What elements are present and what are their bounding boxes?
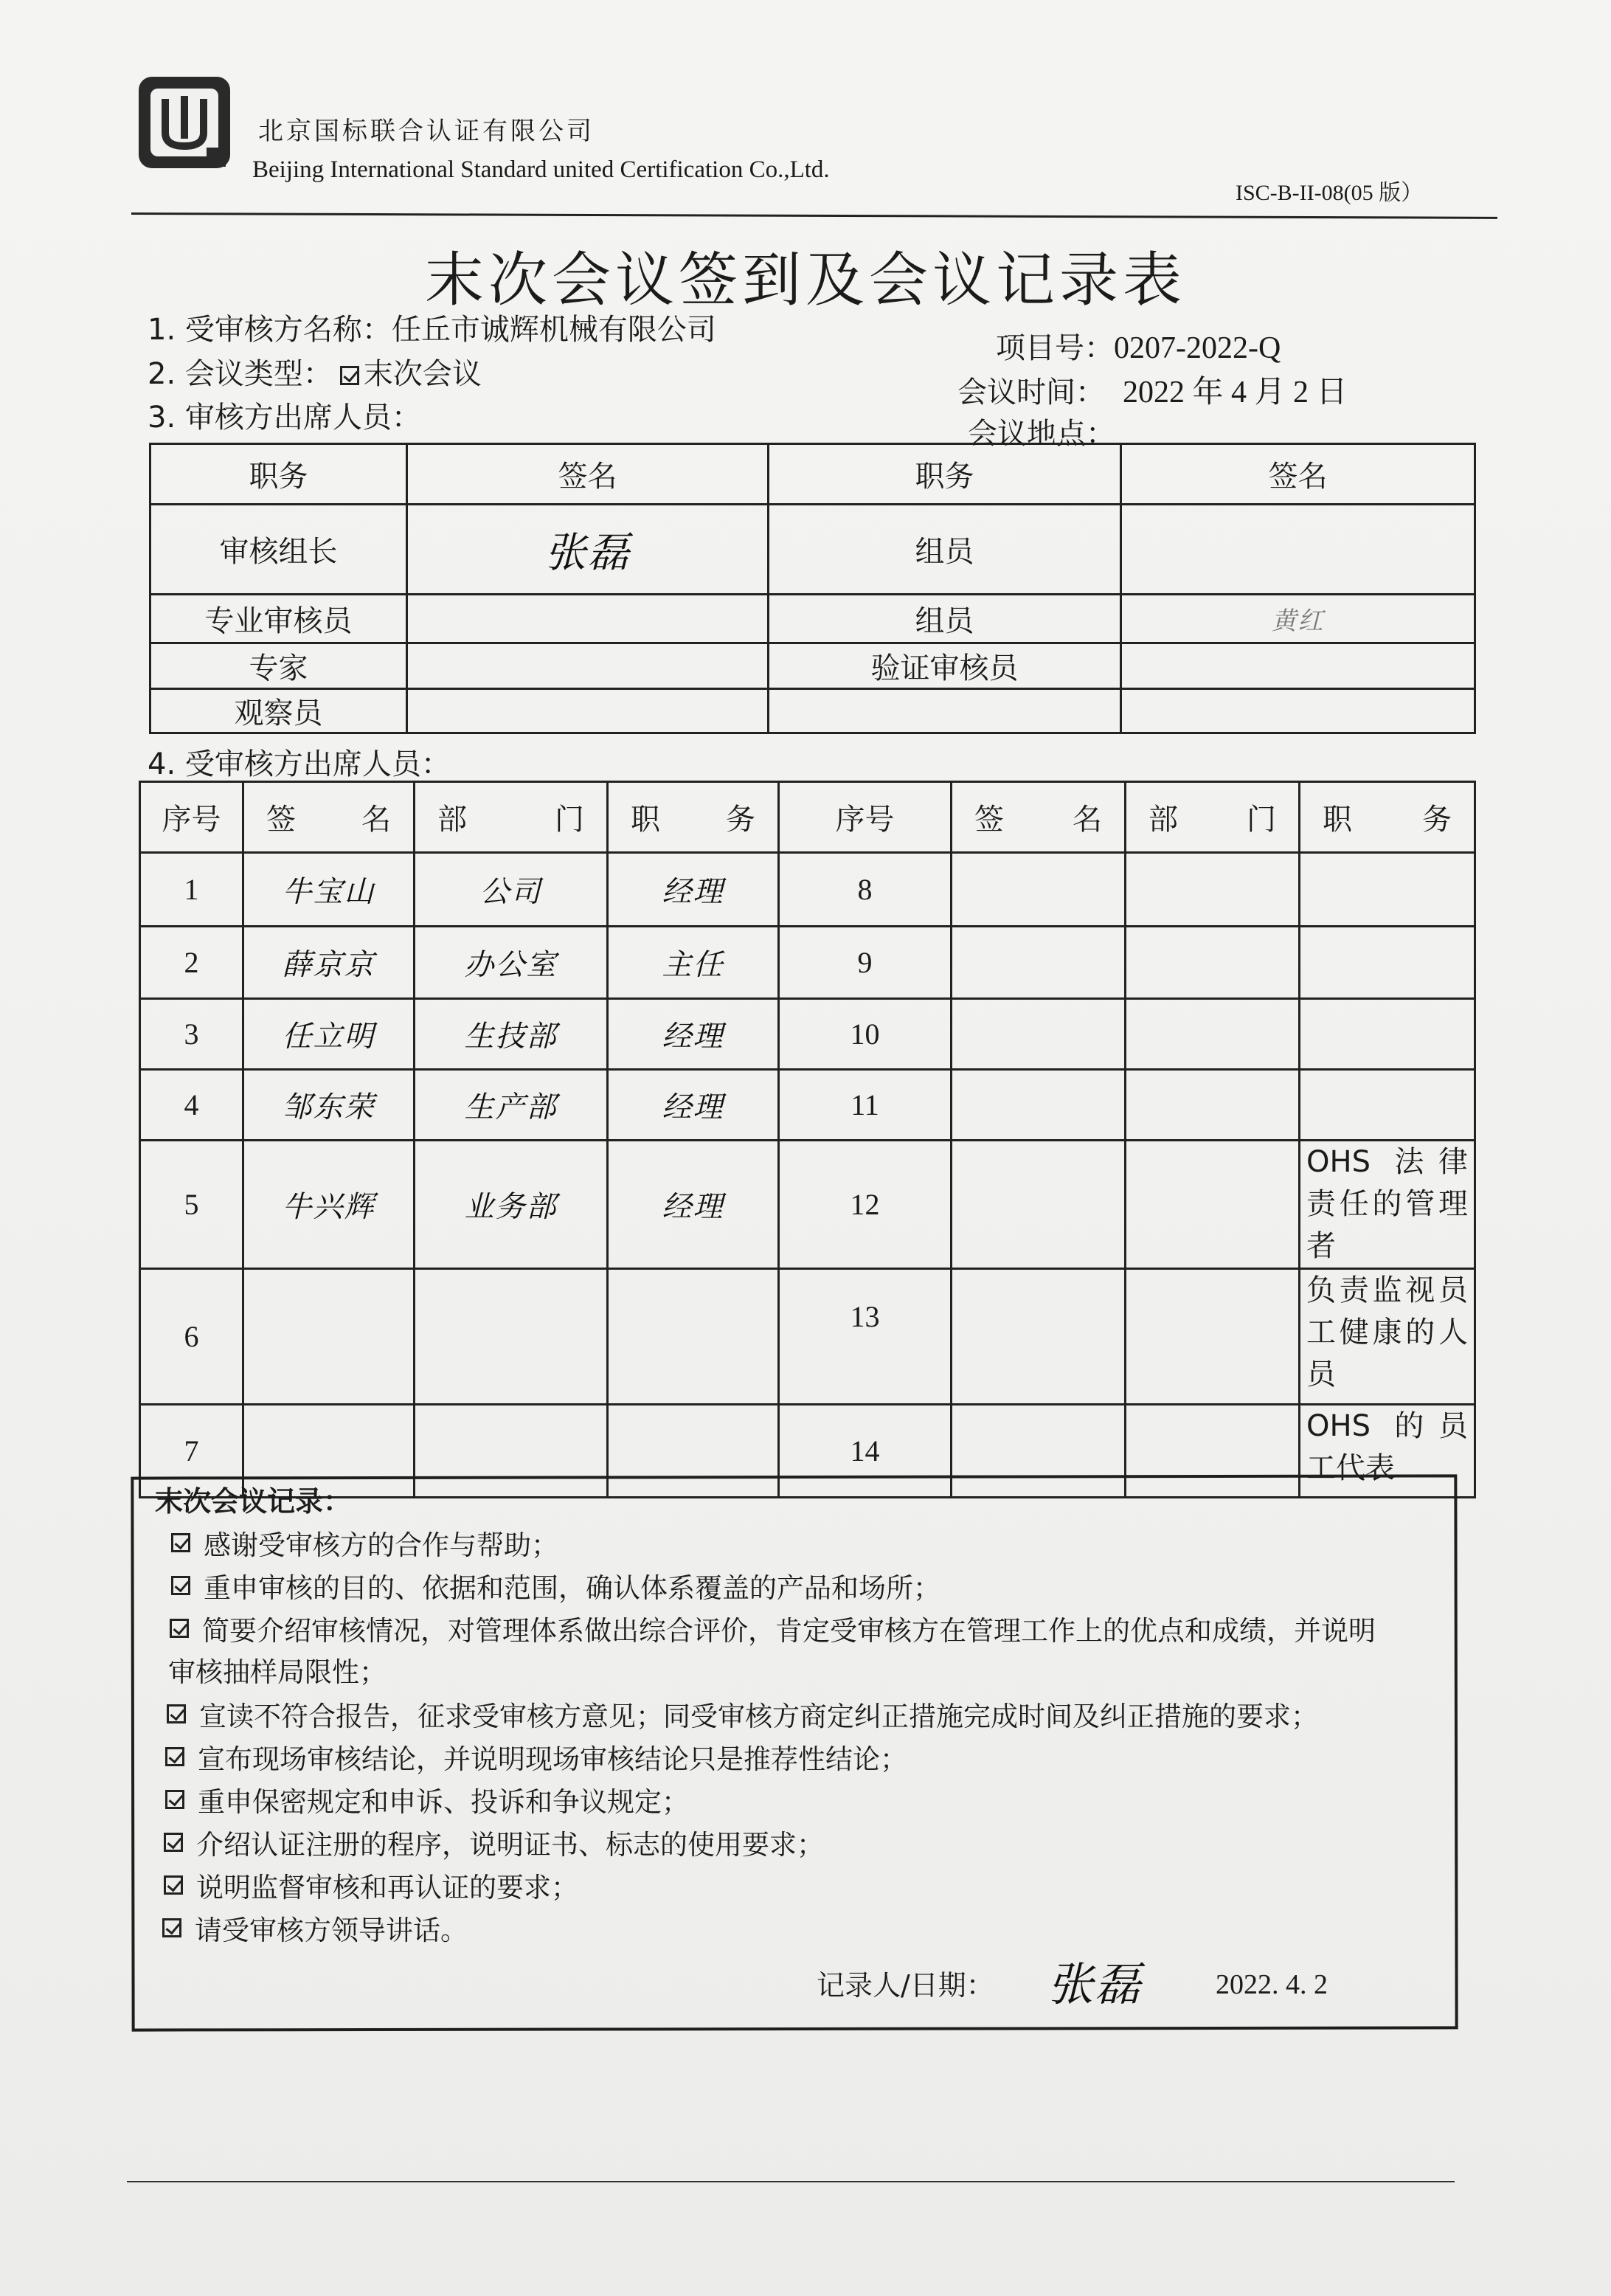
role-cell [769, 689, 1121, 733]
department-cell [1126, 999, 1300, 1070]
minutes-item-text: 请受审核方领导讲话。 [195, 1915, 468, 1946]
signature: 张磊 [407, 505, 769, 595]
signature: 邹东荣 [243, 1070, 415, 1141]
header-spread [244, 796, 413, 838]
meeting-place-label: 会议地点： [968, 417, 1115, 451]
post-cell: 经理 [608, 1070, 779, 1141]
department-cell: 业务部 [415, 1141, 608, 1269]
table-header-row [150, 444, 1475, 505]
meeting-time-label: 会议时间： [957, 376, 1105, 409]
seq-cell: 14 [779, 1405, 952, 1498]
checkbox-checked-icon[interactable] [162, 1918, 181, 1937]
header-cell [415, 782, 608, 853]
auditee-name-label: 1. 受审核方名称： [148, 313, 392, 347]
header-char: 门 [555, 803, 584, 837]
header-char: 门 [1247, 803, 1276, 837]
meeting-type-field [148, 350, 482, 393]
meeting-type-value: 末次会议 [363, 357, 482, 391]
post-cell: 经理 [608, 999, 779, 1070]
department-cell: 公司 [415, 853, 608, 927]
post-cell: 经理 [608, 853, 779, 927]
signature: 黄红 [1121, 595, 1475, 643]
post-cell: OHS 法律责任的管理者 [1300, 1141, 1475, 1269]
signature: 张磊 [1047, 1957, 1143, 2011]
role-cell: 审核组长 [150, 505, 407, 595]
seq-cell: 9 [779, 927, 952, 999]
table-row [140, 853, 1475, 927]
table-row [140, 1070, 1475, 1141]
seq-cell: 11 [779, 1070, 952, 1141]
table-row [140, 999, 1475, 1070]
table-row [150, 505, 1475, 595]
department-cell: 办公室 [415, 927, 608, 999]
post-cell [608, 1269, 779, 1405]
minutes-item-text: 重申审核的目的、依据和范围，确认体系覆盖的产品和场所； [204, 1572, 940, 1604]
header-char: 部 [437, 803, 467, 837]
checkbox-checked-icon[interactable] [171, 1576, 190, 1595]
header-char: 职 [1323, 803, 1352, 837]
header-char: 务 [1422, 803, 1452, 837]
signature [407, 689, 769, 733]
checkbox-checked-icon[interactable] [171, 1533, 190, 1552]
signature: 牛宝山 [243, 853, 415, 927]
list-item [165, 1780, 689, 1819]
seq-cell: 7 [140, 1405, 243, 1498]
signature [1121, 643, 1475, 689]
table-row [140, 1269, 1475, 1405]
minutes-item-text: 宣布现场审核结论，并说明现场审核结论只是推荐性结论； [198, 1743, 907, 1775]
list-item [162, 1908, 468, 1948]
project-no-field [996, 325, 1281, 367]
auditor-attendees-label: 3. 审核方出席人员： [148, 401, 421, 435]
meeting-time-field [957, 367, 1348, 412]
header-spread [1300, 796, 1474, 838]
auditee-attendees-label: 4. 受审核方出席人员： [148, 747, 451, 781]
header-cell: 序号 [779, 782, 952, 853]
signature [407, 595, 769, 643]
department-cell [1126, 853, 1300, 927]
signature: 任立明 [243, 999, 415, 1070]
department-cell [1126, 927, 1300, 999]
role-cell: 观察员 [150, 689, 407, 733]
header-spread [952, 796, 1124, 838]
signature [1121, 505, 1475, 595]
header-char: 部 [1149, 803, 1178, 837]
header-cell: 职务 [769, 444, 1121, 505]
header-char: 务 [726, 803, 755, 837]
signature: 牛兴辉 [243, 1141, 415, 1269]
list-item [167, 1694, 1318, 1734]
checkbox-checked-icon[interactable] [165, 1790, 184, 1809]
header-char: 名 [1073, 803, 1102, 837]
post-cell [1300, 853, 1475, 927]
table-row [150, 643, 1475, 689]
header-cell: 签名 [407, 444, 769, 505]
signature [952, 1269, 1126, 1405]
seq-cell: 10 [779, 999, 952, 1070]
post-cell: 负责监视员工健康的人员 [1300, 1269, 1475, 1405]
auditee-name-field [148, 306, 716, 348]
signature [952, 1141, 1126, 1269]
role-cell: 专家 [150, 643, 407, 689]
post-cell: OHS 的员工代表 [1300, 1405, 1475, 1498]
recorder-label: 记录人/日期： [817, 1969, 994, 2002]
seq-cell: 12 [779, 1141, 952, 1269]
role-cell: 验证审核员 [769, 643, 1121, 689]
checkbox-checked-icon[interactable] [165, 1747, 184, 1766]
page-title: 末次会议签到及会议记录表 [425, 246, 1186, 314]
seq-cell: 6 [140, 1269, 243, 1405]
minutes-item-text: 介绍认证注册的程序，说明证书、标志的使用要求； [196, 1829, 824, 1861]
minutes-item-text: 感谢受审核方的合作与帮助； [204, 1529, 558, 1561]
header-cell [952, 782, 1126, 853]
table-row [140, 1141, 1475, 1269]
auditee-attendance-table [139, 781, 1476, 1498]
table-row [140, 927, 1475, 999]
recorder-date: 2022. 4. 2 [1216, 1969, 1328, 2000]
list-item [164, 1822, 824, 1862]
header-char: 职 [631, 803, 660, 837]
table-row [150, 689, 1475, 733]
header-cell [608, 782, 779, 853]
company-name-en: Beijing International Standard united Certification Co.,Ltd. [252, 156, 830, 183]
header-char: 名 [361, 803, 391, 837]
auditee-name-value: 任丘市诚辉机械有限公司 [391, 313, 716, 347]
post-cell [1300, 999, 1475, 1070]
department-cell [415, 1269, 608, 1405]
checkbox-checked-icon[interactable] [170, 1619, 189, 1638]
seq-cell: 5 [140, 1141, 243, 1269]
footer-divider [127, 2181, 1455, 2182]
isc-logo-icon [136, 74, 233, 171]
header-cell [1300, 782, 1475, 853]
signature: 薛京京 [243, 927, 415, 999]
header-char: 签 [974, 803, 1004, 837]
meeting-time-value: 2022 年 4 月 2 日 [1123, 376, 1348, 409]
department-cell [1126, 1269, 1300, 1405]
header-cell [1126, 782, 1300, 853]
signature [243, 1269, 415, 1405]
department-cell: 生技部 [415, 999, 608, 1070]
minutes-item-text: 简要介绍审核情况，对管理体系做出综合评价，肯定受审核方在管理工作上的优点和成绩，并说明 [202, 1615, 1376, 1647]
signature [952, 999, 1126, 1070]
project-no-value: 0207-2022-Q [1114, 331, 1281, 365]
department-cell [1126, 1070, 1300, 1141]
minutes-item-text: 说明监督审核和再认证的要求； [196, 1872, 578, 1903]
checkbox-checked-icon[interactable] [167, 1704, 186, 1723]
checkbox-checked-icon[interactable] [340, 366, 359, 385]
header-cell: 签名 [1121, 444, 1475, 505]
header-spread [1126, 796, 1298, 838]
signature [952, 1070, 1126, 1141]
table-header-row [140, 782, 1475, 853]
checkbox-checked-icon[interactable] [164, 1875, 183, 1895]
department-cell [1126, 1141, 1300, 1269]
list-item-continuation: 审核抽样局限性； [168, 1656, 387, 1688]
post-cell [1300, 1070, 1475, 1141]
signature [1121, 689, 1475, 733]
form-code: ISC-B-II-08(05 版） [1236, 181, 1424, 205]
minutes-title: 末次会议记录： [155, 1485, 352, 1518]
seq-cell: 2 [140, 927, 243, 999]
auditor-attendance-table [149, 443, 1476, 734]
signature [952, 927, 1126, 999]
header-cell: 职务 [150, 444, 407, 505]
post-cell: 经理 [608, 1141, 779, 1269]
department-cell: 生产部 [415, 1070, 608, 1141]
post-cell [1300, 927, 1475, 999]
list-item [170, 1608, 1376, 1648]
seq-cell: 8 [779, 853, 952, 927]
header-cell: 序号 [140, 782, 243, 853]
seq-cell: 4 [140, 1070, 243, 1141]
meeting-type-label: 2. 会议类型： [148, 357, 333, 391]
list-item [165, 1737, 907, 1777]
seq-cell: 13 [779, 1269, 952, 1405]
role-cell: 组员 [769, 595, 1121, 643]
company-name-cn: 北京国标联合认证有限公司 [258, 117, 595, 146]
list-item [164, 1865, 578, 1905]
post-cell: 主任 [608, 927, 779, 999]
role-cell: 专业审核员 [150, 595, 407, 643]
role-cell: 组员 [769, 505, 1121, 595]
seq-cell: 3 [140, 999, 243, 1070]
header-spread [609, 796, 777, 838]
signature [407, 643, 769, 689]
signature [952, 853, 1126, 927]
minutes-item-text: 宣读不符合报告，征求受审核方意见；同受审核方商定纠正措施完成时间及纠正措施的要求； [199, 1701, 1318, 1732]
list-item [171, 1523, 558, 1563]
minutes-item-text: 重申保密规定和申诉、投诉和争议规定； [198, 1786, 689, 1818]
list-item [171, 1566, 940, 1605]
header-char: 签 [266, 803, 296, 837]
seq-cell: 1 [140, 853, 243, 927]
checkbox-checked-icon[interactable] [164, 1833, 183, 1852]
header-cell [243, 782, 415, 853]
header-spread [415, 796, 606, 838]
project-no-label: 项目号： [996, 331, 1114, 365]
table-row [150, 595, 1475, 643]
